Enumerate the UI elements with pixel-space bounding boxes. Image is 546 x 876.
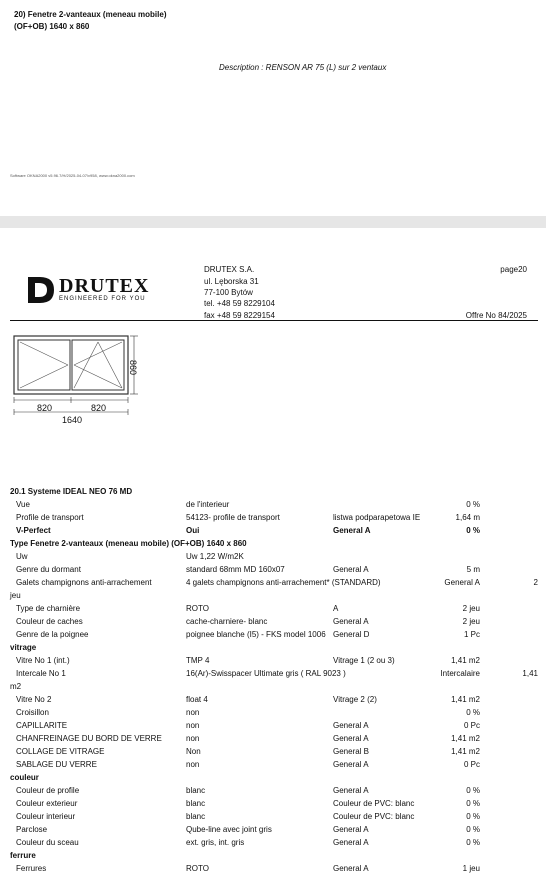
spec-cell-c5: 1 jeu xyxy=(462,864,480,873)
spec-row xyxy=(0,784,546,797)
spec-cell-c2: cache-charniere- blanc xyxy=(186,617,268,626)
spec-cell-c3: Couleur de PVC: blanc xyxy=(333,812,415,821)
spec-cell-c3: Vitrage 2 (2) xyxy=(333,695,377,704)
spec-cell-c2: 16(Ar)-Swisspacer Ultimate gris ( RAL 9023 ) xyxy=(186,669,346,678)
spec-cell-c1: Uw xyxy=(16,552,28,561)
spec-cell-c1: Croisillon xyxy=(16,708,49,717)
spec-cell-c2: Uw 1,22 W/m2K xyxy=(186,552,244,561)
spec-cell-c3: listwa podparapetowa IE xyxy=(333,513,421,522)
spec-cell-c3: Vitrage 1 (2 ou 3) xyxy=(333,656,395,665)
spec-cell-c1: vitrage xyxy=(10,643,37,652)
spec-cell-c1: Couleur interieur xyxy=(16,812,76,821)
spec-cell-c1: CAPILLARITE xyxy=(16,721,68,730)
spec-cell-c2: blanc xyxy=(186,799,206,808)
dim-width-left: 820 xyxy=(37,403,53,413)
dim-width-right: 820 xyxy=(91,403,107,413)
spec-cell-c2: float 4 xyxy=(186,695,208,704)
spec-cell-c2: Non xyxy=(186,747,201,756)
spec-row xyxy=(0,732,546,745)
spec-cell-c5: 0 % xyxy=(466,825,480,834)
spec-cell-c5: 0 % xyxy=(466,799,480,808)
spec-row xyxy=(0,537,546,550)
dim-height: 860 xyxy=(128,360,138,376)
spec-row xyxy=(0,628,546,641)
spec-cell-c5: 2 jeu xyxy=(462,604,480,613)
spec-row xyxy=(0,615,546,628)
logo-tagline: ENGINEERED FOR YOU xyxy=(59,296,146,302)
offer-number: Offre No 84/2025 xyxy=(465,311,527,320)
spec-cell-c1: Vue xyxy=(16,500,30,509)
company-street: ul. Lęborska 31 xyxy=(204,277,259,286)
spec-cell-c3: General A xyxy=(333,825,369,834)
spec-cell-c2: ROTO xyxy=(186,604,209,613)
company-fax: fax +48 59 8229154 xyxy=(204,311,275,320)
spec-row xyxy=(0,563,546,576)
spec-cell-c1: COLLAGE DE VITRAGE xyxy=(16,747,105,756)
spec-row xyxy=(0,524,546,537)
spec-cell-c1: Parclose xyxy=(16,825,48,834)
spec-cell-c2: Oui xyxy=(186,526,200,535)
spec-cell-c5: 0 Pc xyxy=(463,760,480,769)
spec-cell-c5: 2 jeu xyxy=(462,617,480,626)
spec-cell-c1: 20.1 Systeme IDEAL NEO 76 MD xyxy=(10,487,133,496)
spec-row xyxy=(0,602,546,615)
company-tel: tel. +48 59 8229104 xyxy=(204,299,275,308)
spec-cell-c2: non xyxy=(186,734,200,743)
spec-cell-c6: 1,41 xyxy=(522,669,538,678)
spec-row xyxy=(0,797,546,810)
spec-row xyxy=(0,667,546,680)
spec-row xyxy=(0,511,546,524)
spec-cell-c1: Couleur du sceau xyxy=(16,838,79,847)
spec-cell-c3: General B xyxy=(333,747,370,756)
spec-cell-c2: standard 68mm MD 160x07 xyxy=(186,565,285,574)
spec-row xyxy=(0,706,546,719)
spec-cell-c5: 0 % xyxy=(466,708,480,717)
spec-cell-c1: Type Fenetre 2-vanteaux (meneau mobile) (OF+OB) 1640 x 860 xyxy=(10,539,247,548)
spec-row xyxy=(0,693,546,706)
spec-cell-c3: General A xyxy=(333,864,369,873)
spec-cell-c2: blanc xyxy=(186,812,206,821)
spec-cell-c2: non xyxy=(186,708,200,717)
spec-cell-c5: 0 % xyxy=(466,526,480,535)
spec-cell-c2: 4 galets champignons anti-arrachement* (STANDARD) xyxy=(186,578,381,587)
spec-cell-c2: ext. gris, int. gris xyxy=(186,838,245,847)
spec-cell-c1: Galets champignons anti-arrachement xyxy=(16,578,152,587)
logo-d-mark xyxy=(26,275,56,305)
spec-row xyxy=(0,550,546,563)
spec-cell-c6: 2 xyxy=(533,578,538,587)
spec-cell-c1: couleur xyxy=(10,773,39,782)
spec-row xyxy=(0,745,546,758)
spec-cell-c2: non xyxy=(186,760,200,769)
spec-row xyxy=(0,836,546,849)
spec-cell-c3: General A xyxy=(333,617,369,626)
spec-cell-c1: jeu xyxy=(10,591,21,600)
spec-cell-c1: Ferrures xyxy=(16,864,47,873)
prev-description: Description : RENSON AR 75 (L) sur 2 ventaux xyxy=(219,63,387,72)
header-rule xyxy=(10,320,538,321)
spec-row xyxy=(0,589,546,602)
spec-cell-c3: General A xyxy=(333,734,369,743)
spec-cell-c1: V-Perfect xyxy=(16,526,51,535)
dim-width-total: 1640 xyxy=(62,415,83,425)
spec-cell-c1: Couleur de caches xyxy=(16,617,83,626)
spec-row xyxy=(0,498,546,511)
spec-cell-c5: 1,64 m xyxy=(455,513,480,522)
spec-cell-c3: General A xyxy=(333,526,371,535)
spec-cell-c2: blanc xyxy=(186,786,206,795)
spec-row xyxy=(0,862,546,875)
spec-row xyxy=(0,849,546,862)
spec-row xyxy=(0,810,546,823)
spec-cell-c5: 1,41 m2 xyxy=(451,747,480,756)
window-drawing xyxy=(10,330,160,430)
spec-cell-c3: General A xyxy=(333,760,369,769)
spec-cell-c2: de l'interieur xyxy=(186,500,230,509)
spec-cell-c5: 0 % xyxy=(466,812,480,821)
company-city: 77-100 Bytów xyxy=(204,288,253,297)
spec-cell-c1: Intercale No 1 xyxy=(16,669,66,678)
spec-cell-c5: 0 Pc xyxy=(463,721,480,730)
spec-row xyxy=(0,576,546,589)
spec-row xyxy=(0,680,546,693)
spec-cell-c1: Couleur exterieur xyxy=(16,799,78,808)
drutex-logo xyxy=(26,275,156,305)
page-number: page20 xyxy=(500,265,527,274)
spec-cell-c1: Vitre No 2 xyxy=(16,695,52,704)
spec-row xyxy=(0,758,546,771)
company-name: DRUTEX S.A. xyxy=(204,265,255,274)
spec-cell-c2: poignee blanche (I5) - FKS model 1006 xyxy=(186,630,326,639)
spec-cell-c2: non xyxy=(186,721,200,730)
spec-row xyxy=(0,719,546,732)
spec-row xyxy=(0,485,546,498)
spec-row xyxy=(0,654,546,667)
spec-cell-c1: Vitre No 1 (int.) xyxy=(16,656,70,665)
spec-cell-c5: 1,41 m2 xyxy=(451,695,480,704)
spec-cell-c5: 1,41 m2 xyxy=(451,656,480,665)
prev-title-line2: (OF+OB) 1640 x 860 xyxy=(14,22,90,31)
spec-cell-c1: SABLAGE DU VERRE xyxy=(16,760,97,769)
spec-cell-c3: A xyxy=(333,604,339,613)
spec-cell-c3: Couleur de PVC: blanc xyxy=(333,799,415,808)
software-footer: Software OKNA2000 v5.96.7/H/2025-04-07/v958, www.okna2000.com xyxy=(10,173,135,178)
spec-cell-c1: Profile de transport xyxy=(16,513,84,522)
spec-cell-c5: 0 % xyxy=(466,838,480,847)
spec-cell-c5: Intercalaire xyxy=(440,669,480,678)
spec-cell-c3: General A xyxy=(333,565,369,574)
spec-cell-c5: 1,41 m2 xyxy=(451,734,480,743)
spec-cell-c3: General A xyxy=(333,838,369,847)
prev-title-line1: 20) Fenetre 2-vanteaux (meneau mobile) xyxy=(14,10,167,19)
spec-cell-c1: Genre de la poignee xyxy=(16,630,89,639)
spec-row xyxy=(0,771,546,784)
spec-cell-c5: 5 m xyxy=(466,565,480,574)
spec-cell-c1: Type de charnière xyxy=(16,604,81,613)
spec-cell-c1: ferrure xyxy=(10,851,36,860)
spec-row xyxy=(0,823,546,836)
spec-cell-c2: ROTO xyxy=(186,864,209,873)
spec-cell-c2: 54123- profile de transport xyxy=(186,513,280,522)
spec-cell-c1: Couleur de profile xyxy=(16,786,80,795)
logo-text: DRUTEX xyxy=(59,275,150,297)
spec-cell-c3: General D xyxy=(333,630,370,639)
spec-cell-c3: General A xyxy=(333,721,369,730)
spec-cell-c5: 1 Pc xyxy=(463,630,480,639)
spec-cell-c1: m2 xyxy=(10,682,22,691)
spec-cell-c1: Genre du dormant xyxy=(16,565,81,574)
spec-cell-c2: Qube-line avec joint gris xyxy=(186,825,272,834)
spec-row xyxy=(0,641,546,654)
page-separator xyxy=(0,216,546,228)
spec-cell-c3: General A xyxy=(333,786,369,795)
spec-cell-c5: 0 % xyxy=(466,500,480,509)
spec-cell-c5: General A xyxy=(444,578,480,587)
spec-cell-c1: CHANFREINAGE DU BORD DE VERRE xyxy=(16,734,162,743)
spec-cell-c5: 0 % xyxy=(466,786,480,795)
spec-cell-c2: TMP 4 xyxy=(186,656,210,665)
